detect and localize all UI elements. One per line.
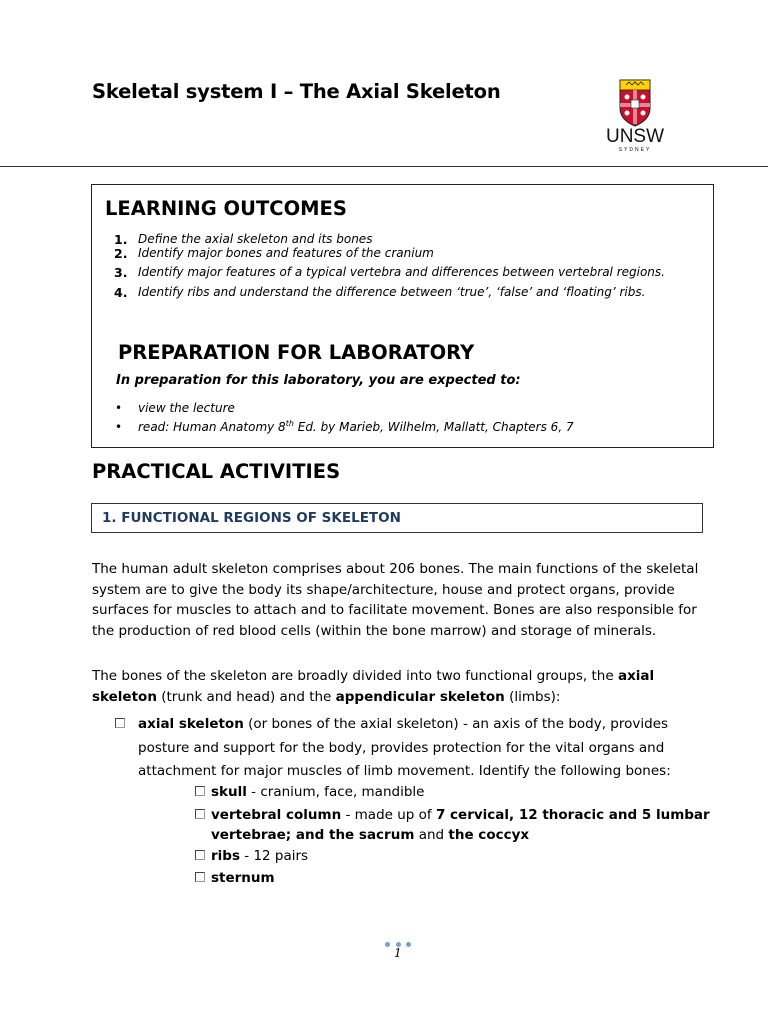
page-number: 1 <box>394 946 402 960</box>
list-item <box>114 420 574 439</box>
list-number: 2. <box>114 246 128 261</box>
axial-skeleton-item <box>115 713 715 784</box>
checkbox-icon[interactable] <box>195 872 205 882</box>
term-coccyx: the coccyx <box>448 827 530 843</box>
logo-subtext: SYDNEY <box>618 147 652 153</box>
list-item-text-cont: Ed. by Marieb, Wilhelm, Mallatt, Chapters 6, 7 <box>293 420 574 434</box>
item-text <box>138 713 715 784</box>
learning-outcomes-list <box>114 232 704 305</box>
checkbox-icon[interactable] <box>195 786 205 796</box>
ribs-item <box>195 848 308 864</box>
vertebral-column-item <box>195 805 715 845</box>
bullet-icon: • <box>115 420 123 434</box>
list-item-text: Define the axial skeleton and its bones <box>138 232 373 246</box>
superscript: th <box>285 419 294 428</box>
intro-paragraph: The human adult skeleton comprises about 206 bones. The main functions of the skeletal system are to give the body its shape/architecture, house and protect organs, provide surfaces for muscles to attach and to facilitate movement. Bones are also responsible for the production of red blood cells (within the bone marrow) and storage of minerals. <box>92 561 699 639</box>
text-run: - cranium, face, mandible <box>246 784 425 800</box>
list-number: 4. <box>114 285 128 300</box>
term-vertebral-column: vertebral column <box>211 807 342 823</box>
practical-activities-heading: PRACTICAL ACTIVITIES <box>92 460 341 483</box>
term-ribs: ribs <box>211 848 240 864</box>
list-item-text: Identify ribs and understand the difference between ‘true’, ‘false’ and ‘floating’ ribs. <box>138 285 646 299</box>
term-skull: skull <box>211 784 247 800</box>
list-item <box>114 232 704 246</box>
outcomes-box <box>91 184 714 448</box>
list-item-text: Identify major features of a typical vertebra and differences between vertebral regions. <box>138 265 665 279</box>
header-divider <box>0 166 768 167</box>
list-item-text: view the lecture <box>138 401 235 415</box>
section-header-box <box>91 503 703 533</box>
skull-item <box>195 784 424 800</box>
unsw-logo <box>598 78 672 154</box>
term-vertebrae-counts: 7 cervical, 12 thoracic and 5 lumbar vertebrae; and the sacrum <box>211 807 710 843</box>
logo-wordmark: UNSW <box>605 126 665 147</box>
checkbox-icon[interactable] <box>115 718 125 728</box>
list-item-text: read: Human Anatomy 8 <box>138 420 286 434</box>
section-title: 1. FUNCTIONAL REGIONS OF SKELETON <box>102 510 401 526</box>
term-sternum: sternum <box>211 870 275 886</box>
term-axial: axial skeleton <box>92 668 655 705</box>
list-item <box>114 285 704 305</box>
groups-paragraph <box>92 666 712 707</box>
text-run: (trunk and head) and the <box>156 688 336 705</box>
list-number: 1. <box>114 232 128 247</box>
list-item-text: Identify major bones and features of the cranium <box>138 246 434 260</box>
bullet-icon: • <box>115 401 123 415</box>
term-axial-skeleton: axial skeleton <box>138 716 244 732</box>
preparation-list <box>114 401 574 439</box>
text-run: and <box>414 827 449 843</box>
list-item <box>114 265 704 285</box>
sternum-item <box>195 870 275 886</box>
preparation-heading: PREPARATION FOR LABORATORY <box>118 341 475 364</box>
page-title: Skeletal system I – The Axial Skeleton <box>92 80 501 103</box>
text-run: - made up of <box>341 807 436 823</box>
list-item <box>114 246 704 265</box>
list-number: 3. <box>114 265 128 280</box>
text-run: - 12 pairs <box>239 848 309 864</box>
text-run: (limbs): <box>504 688 561 705</box>
item-text <box>211 805 715 845</box>
text-run: (or bones of the axial skeleton) - an axis of the body, provides posture and support for the body, provides protection for the vital organs and attachment for major muscles of limb movement. Identify the following bones: <box>138 716 671 779</box>
preparation-intro: In preparation for this laboratory, you are expected to: <box>116 373 521 388</box>
term-appendicular: appendicular skeleton <box>335 688 505 705</box>
learning-outcomes-heading: LEARNING OUTCOMES <box>105 197 347 220</box>
list-item <box>114 401 574 420</box>
checkbox-icon[interactable] <box>195 850 205 860</box>
text-run: The bones of the skeleton are broadly divided into two functional groups, the <box>92 668 618 684</box>
checkbox-icon[interactable] <box>195 809 205 819</box>
